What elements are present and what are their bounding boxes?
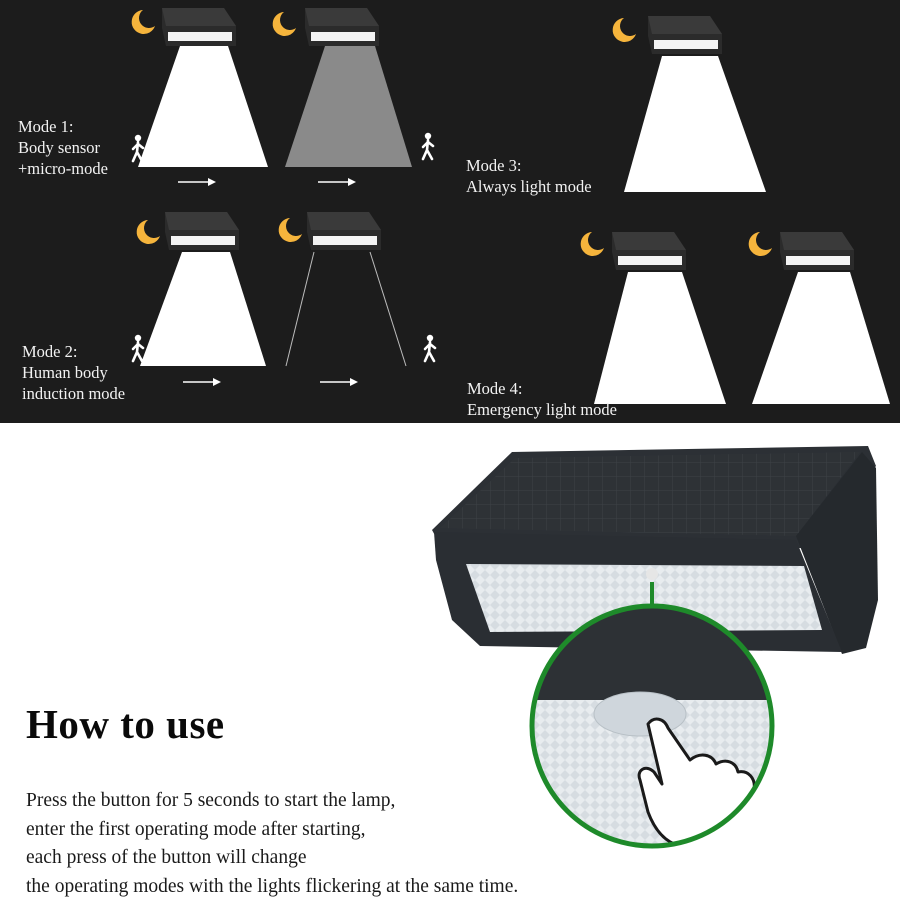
solar-lamp-icon	[307, 212, 381, 250]
moon-icon	[132, 10, 155, 34]
walking-person-icon	[423, 133, 433, 159]
mode1-desc-line2: +micro-mode	[18, 158, 108, 179]
moon-icon	[581, 232, 604, 256]
light-beam	[138, 46, 268, 167]
moon-icon	[613, 18, 636, 42]
mode4-lamp-b	[749, 232, 890, 404]
moon-icon	[273, 12, 296, 36]
mode1-desc-line1: Body sensor	[18, 137, 108, 158]
solar-lamp-icon	[165, 212, 239, 250]
light-beam	[140, 252, 266, 366]
mode1-title: Mode 1:	[18, 116, 108, 137]
lamp-button	[646, 568, 658, 580]
mode2-title: Mode 2:	[22, 341, 125, 362]
mode2-lit-lamp	[137, 212, 266, 366]
arrow-right-icon	[318, 178, 356, 186]
mode4-title: Mode 4:	[467, 378, 617, 399]
solar-lamp-icon	[305, 8, 379, 46]
mode4-desc: Emergency light mode	[467, 399, 617, 420]
moon-icon	[279, 218, 302, 242]
moon-icon	[749, 232, 772, 256]
arrow-right-icon	[183, 378, 221, 386]
instruction-line-3: each press of the button will change	[26, 844, 518, 873]
walking-person-icon	[425, 335, 435, 361]
mode2-desc-line2: induction mode	[22, 383, 125, 404]
mode3-lamp	[613, 16, 766, 192]
mode2-label	[22, 341, 125, 404]
mode1-lit-lamp	[132, 8, 268, 167]
instruction-line-2: enter the first operating mode after starting,	[26, 816, 518, 845]
mode4-label	[467, 378, 617, 420]
mode3-title: Mode 3:	[466, 155, 592, 176]
solar-lamp-icon	[780, 232, 854, 270]
instruction-line-4: the operating modes with the lights flickering at the same time.	[26, 873, 518, 901]
arrow-right-icon	[320, 378, 358, 386]
modes-illustration	[0, 0, 900, 423]
arrow-right-icon	[178, 178, 216, 186]
magnified-button	[594, 692, 686, 736]
solar-lamp-icon	[162, 8, 236, 46]
instruction-line-1: Press the button for 5 seconds to start the lamp,	[26, 787, 518, 816]
light-beam	[752, 272, 890, 404]
solar-lamp-icon	[648, 16, 722, 54]
mode2-desc-line1: Human body	[22, 362, 125, 383]
mode3-desc: Always light mode	[466, 176, 592, 197]
how-to-use-title: How to use	[26, 700, 225, 748]
mode1-dim-lamp	[273, 8, 412, 167]
instructions	[26, 787, 518, 901]
modes-panel	[0, 0, 900, 423]
light-beam	[624, 56, 766, 192]
mode2-off-lamp	[279, 212, 406, 366]
mode1-label	[18, 116, 108, 179]
walking-person-icon	[133, 335, 143, 361]
mode3-label	[466, 155, 592, 197]
dim-light-beam	[285, 46, 412, 167]
solar-lamp-icon	[612, 232, 686, 270]
moon-icon	[137, 220, 160, 244]
